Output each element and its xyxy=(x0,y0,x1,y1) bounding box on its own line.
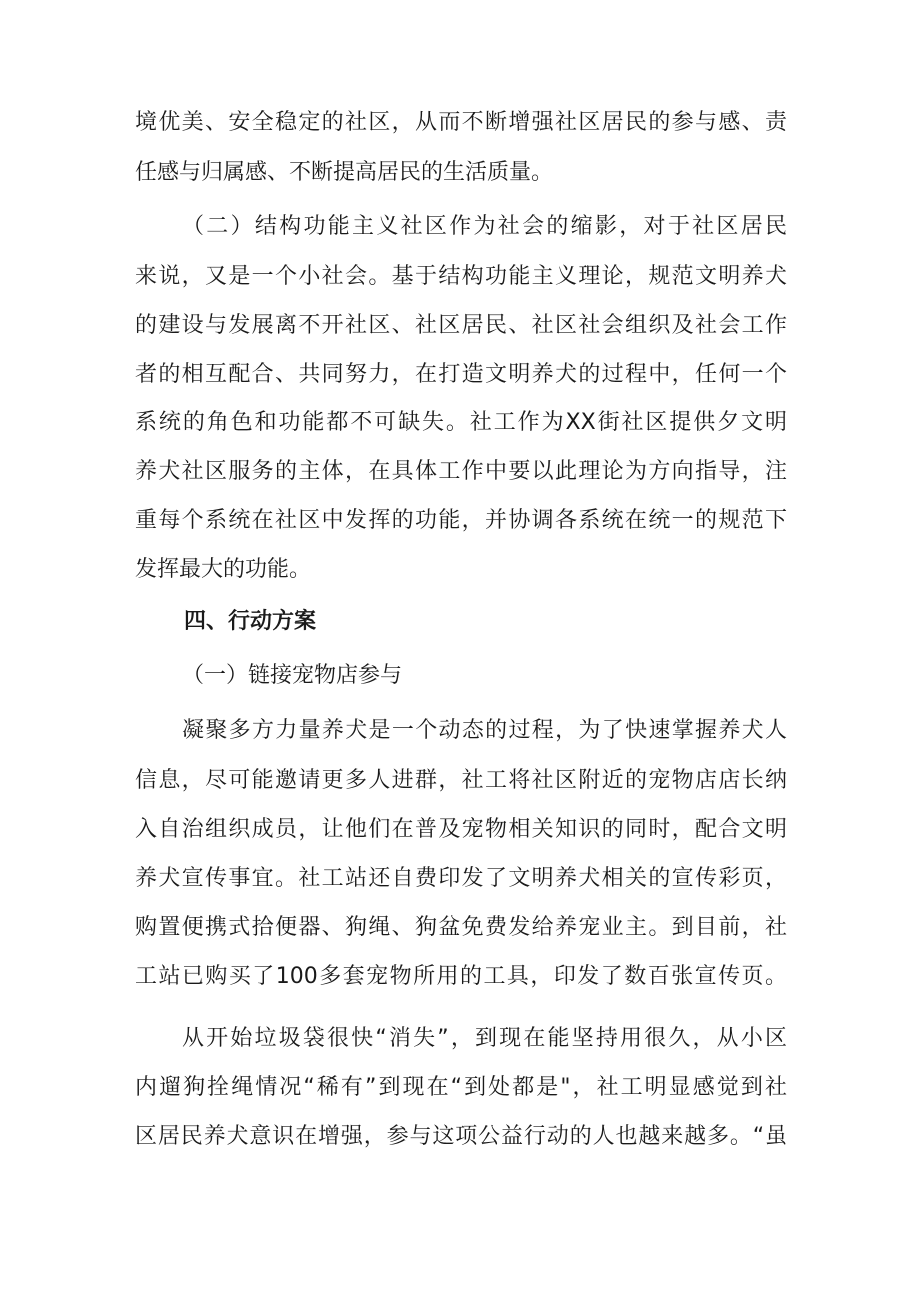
paragraph-line: 购置便携式拾便器、狗绳、狗盆免费发给养宠业主。到目前，社 xyxy=(135,915,787,940)
paragraph-line: 重每个系统在社区中发挥的功能，并协调各系统在统一的规范下 xyxy=(135,508,787,533)
paragraph-line: 从开始垃圾袋很快“消失”，到现在能坚持用很久，从小区 xyxy=(182,1026,787,1051)
subsection-heading: （一）链接宠物店参与 xyxy=(182,663,403,688)
section-heading: 四、行动方案 xyxy=(184,609,317,634)
paragraph-line: 凝聚多方力量养犬是一个动态的过程，为了快速掌握养犬人 xyxy=(182,718,787,743)
paragraph-line: 发挥最大的功能。 xyxy=(135,557,312,582)
paragraph-line: 境优美、安全稳定的社区，从而不断增强社区居民的参与感、责 xyxy=(135,110,787,135)
paragraph-line: 任感与归属感、不断提高居民的生活质量。 xyxy=(135,160,554,185)
paragraph-line: 区居民养犬意识在增强，参与这项公益行动的人也越来越多。“虽 xyxy=(135,1124,787,1149)
paragraph-line: 的建设与发展离不开社区、社区居民、社区社会组织及社会工作 xyxy=(135,313,787,338)
paragraph-line: 养犬宣传事宜。社工站还自费印发了文明养犬相关的宣传彩页， xyxy=(135,866,787,891)
paragraph-line: 来说，又是一个小社会。基于结构功能主义理论，规范文明养犬 xyxy=(135,264,787,289)
paragraph-line: 养犬社区服务的主体，在具体工作中要以此理论为方向指导，注 xyxy=(135,459,787,484)
paragraph-line: 信息，尽可能邀请更多人进群，社工将社区附近的宠物店店长纳 xyxy=(135,768,787,793)
paragraph-line: 工站已购买了100多套宠物所用的工具，印发了数百张宣传页。 xyxy=(135,964,787,989)
paragraph-line: 入自治组织成员，让他们在普及宠物相关知识的同时，配合文明 xyxy=(135,817,787,842)
paragraph-line: 系统的角色和功能都不可缺失。社工作为XX街社区提供夕文明 xyxy=(135,410,787,435)
paragraph-line: （二）结构功能主义社区作为社会的缩影，对于社区居民 xyxy=(182,214,787,239)
paragraph-line: 者的相互配合、共同努力，在打造文明养犬的过程中，任何一个 xyxy=(135,362,787,387)
paragraph-line: 内遛狗拴绳情况“稀有”到现在“到处都是"，社工明显感觉到社 xyxy=(135,1075,787,1100)
